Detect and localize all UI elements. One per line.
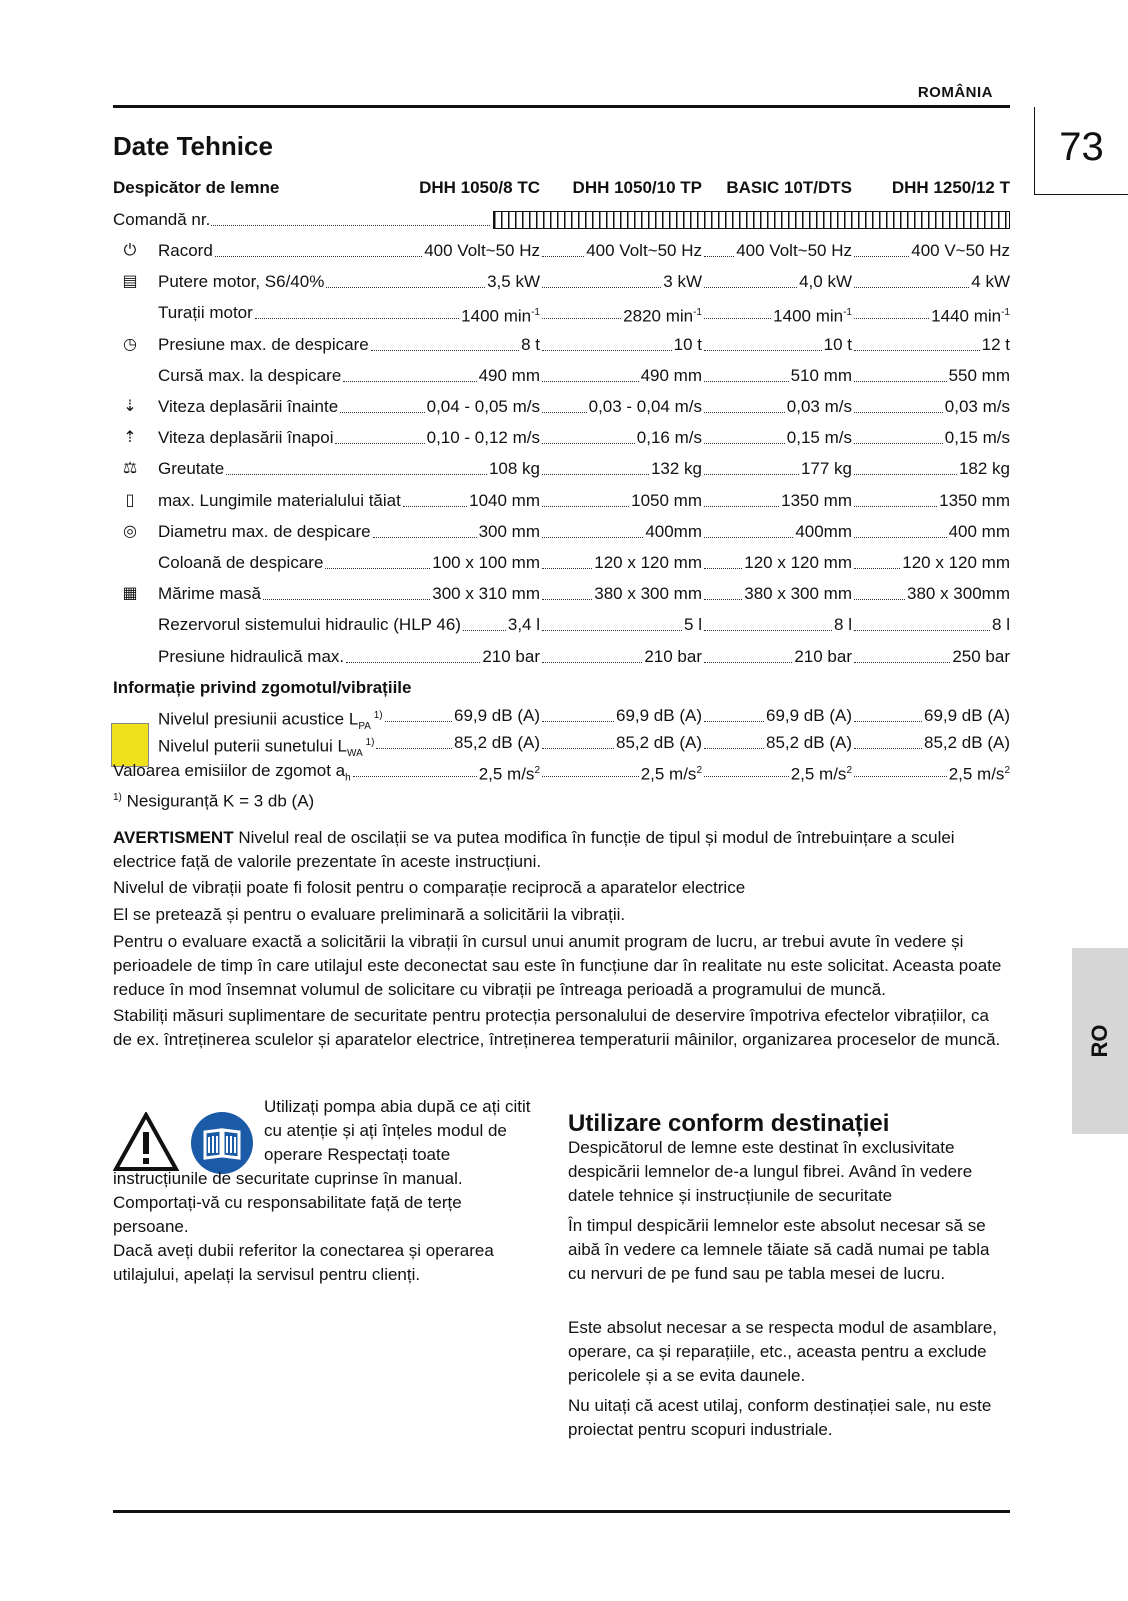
spec-value: 108 kg [488,459,540,479]
footnote: $^{1)}$ Nesiguranță K = 3 db (A) [113,791,315,811]
dotted-leader [542,748,614,749]
warning-paragraph-3: El se pretează și pentru o evaluare preliminară a solicitării la vibrații. [113,905,626,924]
dotted-leader [542,721,614,722]
dotted-leader [542,318,621,319]
dotted-leader [376,748,452,749]
dotted-leader [542,537,643,538]
spec-value: 8 l [834,615,852,635]
spec-value: 4 kW [971,272,1010,292]
model-name: BASIC 10T/DTS [726,178,852,197]
spec-value: 1440 $\min^{-1}$ [931,307,1010,327]
dotted-leader [854,630,990,631]
dotted-leader [542,599,592,600]
vibration-value: 2,5 $m/s^2$ [640,764,702,784]
spec-value: 1050 mm [631,490,702,510]
dotted-leader [704,599,742,600]
spec-value: 400mm [795,521,852,541]
noise-value: 69,9 dB (A) [766,706,852,725]
dotted-leader [403,506,467,507]
dotted-leader [854,748,922,749]
noise-value: 69,9 dB (A) [924,706,1010,725]
safety-text-rest-2: Dacă aveți dubii referitor la conectarea și operarea utilajului, apelați la servisul pentru clienți. [113,1241,494,1284]
spec-value: 0,16 m/s [636,428,702,448]
spec-value: 3,5 kW [487,272,540,292]
spec-value: 177 kg [800,459,852,479]
dotted-leader [340,412,424,413]
dotted-leader [463,630,506,631]
spec-value: 550 mm [948,365,1010,385]
noise-heading: Informație privind zgomotul/vibrațiile [113,678,412,697]
dotted-leader [542,630,682,631]
dotted-leader [542,287,661,288]
dotted-leader [854,537,947,538]
dotted-leader [854,721,922,722]
spec-row [113,268,1010,296]
model-name: DHH 1250/12 T [891,178,1010,197]
spec-value: 210 bar [482,646,540,666]
dotted-leader [704,776,789,777]
spec-row [113,237,1010,265]
spec-value: 300 mm [478,521,540,541]
spec-value: 0,03 m/s [944,397,1010,416]
noise-value: 85,2 dB (A) [454,733,540,752]
spec-row [113,362,1010,390]
spec-value: 380 x 300 mm [594,584,702,604]
spec-value: 8 t [521,334,540,354]
dotted-leader [854,381,947,382]
dotted-leader [542,381,639,382]
dotted-leader [373,537,477,538]
dotted-leader [335,443,424,444]
read-manual-icon [191,1112,253,1174]
spec-label: Presiune hidraulică max. [158,646,345,666]
spec-label: Cursă max. la despicare [158,365,342,385]
spec-value: 300 x 310 mm [432,584,540,604]
spec-value: 3,4 l [507,615,540,635]
model-name: DHH 1050/10 TP [572,178,702,197]
spec-label: Coloană de despicare [158,553,324,572]
country-label: ROMÂNIA [917,84,993,101]
spec-row [113,299,1010,327]
spec-row [113,487,1010,515]
spec-value: 210 bar [644,646,702,666]
language-side-tab [1072,948,1128,1134]
noise-label: Nivelul puterii sunetului $L_{WA}$ $^{1)}$ [158,736,375,760]
spec-row [113,549,1010,577]
side-tab-label: RO [1087,1024,1112,1058]
intended-use-p3: Este absolut necesar a se respecta modul de asamblare, operare, ca și reparațiile, etc., aceasta pentru a exclude pericolele și a se evita daunele. [568,1318,998,1385]
return-speed-icon: ⇡ [123,429,137,447]
spec-label: Racord [158,241,213,260]
pressure-gauge-icon: ◷ [123,335,137,353]
warning-triangle-icon [113,1112,179,1172]
dotted-leader [542,443,635,444]
dotted-leader [542,662,642,663]
warning-bold: AVERTISMENT [113,828,234,847]
dotted-leader [371,350,519,351]
order-number-label: Comandă nr. [113,210,211,229]
dotted-leader [542,350,672,351]
spec-value: 490 mm [640,365,702,385]
spec-value: 490 mm [478,365,540,385]
spec-header-row [113,174,1010,202]
dotted-leader [854,287,969,288]
spec-label: Greutate [158,459,225,479]
dotted-leader [854,776,947,777]
spec-value: 0,10 - 0,12 m/s [426,428,540,448]
noise-value: 69,9 dB (A) [454,706,540,725]
dotted-leader [704,318,771,319]
dotted-leader [226,474,487,475]
dotted-leader [255,318,459,319]
spec-header-label: Despicător de lemne [113,178,280,197]
dotted-leader [704,381,789,382]
spec-value: 1350 mm [781,490,852,510]
spec-label: Mărime masă [158,584,261,604]
vibration-row [113,757,1010,785]
top-rule [113,105,1010,108]
forward-speed-icon: ⇣ [123,398,137,415]
intended-use-p4: Nu uitați că acest utilaj, conform destinației sale, nu este proiectat pentru scopuri industriale. [568,1396,992,1439]
page-number-box [1034,107,1128,195]
dotted-leader [353,776,477,777]
weight-icon: ⚖ [122,460,138,478]
intended-use-p1: Despicătorul de lemne este destinat în exclusivitate despicării lemnelor de-a lungul fibrei. Având în vedere datele tehnice și instrucțiunile de securitate [568,1138,973,1205]
spec-row [113,611,1010,639]
dotted-leader [854,256,909,257]
noise-value: 85,2 dB (A) [924,733,1010,752]
spec-value: 250 bar [952,646,1010,666]
dotted-leader [346,662,480,663]
dotted-leader [542,776,639,777]
noise-value: 85,2 dB (A) [766,733,852,752]
spec-value: 5 l [684,615,702,635]
spec-value: 2820 $\min^{-1}$ [623,307,702,327]
spec-label: Viteza deplasării înapoi [158,428,334,448]
spec-value: 0,15 m/s [944,428,1010,448]
dotted-leader [325,568,430,569]
spec-value: 120 x 120 mm [744,553,852,572]
dotted-leader [542,474,649,475]
warning-paragraph-5: Stabiliți măsuri suplimentare de securitate pentru protecția personalului de deservire împotriva efectelor vibrațiilor, ca de ex. întreținerea sculelor și aparatelor electrice, întreținerea temperaturii mâinilor, organizarea proceselor de muncă. [113,1006,1001,1049]
spec-row [113,580,1010,608]
dotted-leader [704,412,785,413]
spec-value: 400 Volt~50 Hz [424,241,540,260]
vibration-value: 2,5 $m/s^2$ [790,764,852,784]
plug-icon: ⏻ [123,242,137,259]
dotted-leader [704,748,764,749]
dotted-leader [854,443,943,444]
warning-paragraph-1 [113,826,1010,874]
dotted-leader [854,474,957,475]
spec-value: 0,04 - 0,05 m/s [426,397,540,416]
spec-label: Diametru max. de despicare [158,521,371,541]
spec-label: Putere motor, S6/40% [158,272,325,292]
bottom-rule [113,1510,1010,1513]
dotted-leader [854,662,950,663]
spec-value: 100 x 100 mm [432,553,540,572]
noise-value: 85,2 dB (A) [616,733,702,752]
dotted-leader [215,256,422,257]
spec-value: 182 kg [958,459,1010,479]
dotted-leader [854,412,943,413]
spec-value: 120 x 120 mm [902,553,1010,572]
dotted-leader [854,506,937,507]
log-length-icon: ▯ [125,491,135,509]
spec-label: Presiune max. de despicare [158,334,369,354]
spec-row [113,424,1010,452]
order-number-leader [211,225,490,226]
dotted-leader [704,350,822,351]
noise-row [113,729,1010,760]
spec-value: 380 x 300 mm [744,584,852,604]
spec-value: 400mm [645,521,702,541]
dotted-leader [704,474,799,475]
dotted-leader [704,287,797,288]
spec-value: 510 mm [790,365,852,385]
dotted-leader [854,568,900,569]
spec-label: Turații motor [158,303,253,323]
spec-row [113,643,1010,671]
spec-value: 0,03 - 0,04 m/s [588,397,702,416]
spec-value: 210 bar [794,646,852,666]
log-diameter-icon: ◎ [123,522,137,540]
page-title: Date Tehnice [113,131,273,161]
spec-row [113,518,1010,546]
spec-value: 1040 mm [469,490,540,510]
spec-value: 10 t [823,334,852,354]
dotted-leader [854,318,929,319]
spec-value: 132 kg [650,459,702,479]
spec-row [113,393,1010,421]
vibration-value: 2,5 $m/s^2$ [478,764,540,784]
motor-icon: ▤ [122,273,138,291]
spec-label: max. Lungimile materialului tăiat [158,490,401,510]
spec-value: 1350 mm [939,490,1010,510]
table-icon: ▦ [122,585,138,603]
dotted-leader [704,256,734,257]
spec-value: 3 kW [663,272,702,292]
noise-row [113,702,1010,733]
noise-label: Nivelul presiunii acustice $L_{PA}$ $^{1)}$ [158,709,383,733]
noise-value: 69,9 dB (A) [616,706,702,725]
order-number-boxes [493,211,1010,229]
vibration-value: 2,5 $m/s^2$ [948,764,1010,784]
dotted-leader [704,662,792,663]
vibration-label: Valoarea emisiilor de zgomot $a_h$ [113,761,351,784]
spec-value: 1400 $\min^{-1}$ [773,307,852,327]
dotted-leader [542,412,587,413]
dotted-leader [704,506,779,507]
spec-value: 400 V~50 Hz [911,241,1010,260]
spec-row [113,455,1010,483]
dotted-leader [343,381,476,382]
spec-row [113,331,1010,359]
warning-text-1: Nivelul real de oscilații se va putea modifica în funcție de tipul și modul de întrebuințare a sculei electrice față de valorile prezentate în aceste instrucțiuni. [113,828,955,871]
dotted-leader [326,287,485,288]
page-number: 73 [1059,125,1104,169]
dotted-leader [542,256,584,257]
dotted-leader [704,443,785,444]
warning-paragraph-4: Pentru o evaluare exactă a solicitării la vibrații în cursul unui anumit program de lucru, ar trebui avute în vedere și perioadele de timp în care utilajul este deconectat sau este în funcțiune dar în realitate nu este solicitat. Aceasta poate reduce în mod însemnat volumul de solicitare cu vibrații pe întreaga perioadă a programului de muncă. [113,932,1002,999]
order-number-row [113,206,1010,234]
spec-value: 400 Volt~50 Hz [586,241,702,260]
spec-value: 400 mm [948,521,1010,541]
spec-label: Rezervorul sistemului hidraulic (HLP 46) [158,615,461,635]
spec-value: 400 Volt~50 Hz [736,241,852,260]
spec-value: 380 x 300mm [907,584,1010,604]
dotted-leader [542,506,629,507]
footnote-mark: 1) [113,792,122,803]
spec-value: 1400 $\min^{-1}$ [461,307,540,327]
spec-value: 4,0 kW [799,272,852,292]
spec-value: 0,03 m/s [786,397,852,416]
spec-value: 12 t [981,334,1010,354]
safety-text-rest: instrucțiunile de securitate cuprinse în manual. Comportați-vă cu responsabilitate față de terțe persoane. [113,1169,463,1236]
dotted-leader [704,721,764,722]
spec-label: Viteza deplasării înainte [158,397,339,416]
warning-paragraph-2: Nivelul de vibrații poate fi folosit pentru o comparație reciprocă a aparatelor electrice [113,878,746,897]
spec-value: 0,15 m/s [786,428,852,448]
safety-text-top: Utilizați pompa abia după ce ați citit cu atenție și ați înțeles modul de operare Respectați toate [264,1097,531,1164]
dotted-leader [854,599,905,600]
spec-value: 120 x 120 mm [594,553,702,572]
dotted-leader [385,721,452,722]
intended-use-p2: În timpul despicării lemnelor este absolut necesar să se aibă în vedere ca lemnele tăiate să cadă numai pe tabla cu nervuri de pe fund sau pe tabla mesei de lucru. [568,1216,990,1283]
spec-value: 10 t [673,334,702,354]
dotted-leader [704,568,742,569]
intended-use-title: Utilizare conform destinației [568,1110,890,1137]
spec-value: 8 l [992,615,1010,635]
dotted-leader [542,568,592,569]
dotted-leader [854,350,980,351]
dotted-leader [704,537,793,538]
dotted-leader [704,630,832,631]
dotted-leader [263,599,430,600]
model-name: DHH 1050/8 TC [419,178,540,197]
